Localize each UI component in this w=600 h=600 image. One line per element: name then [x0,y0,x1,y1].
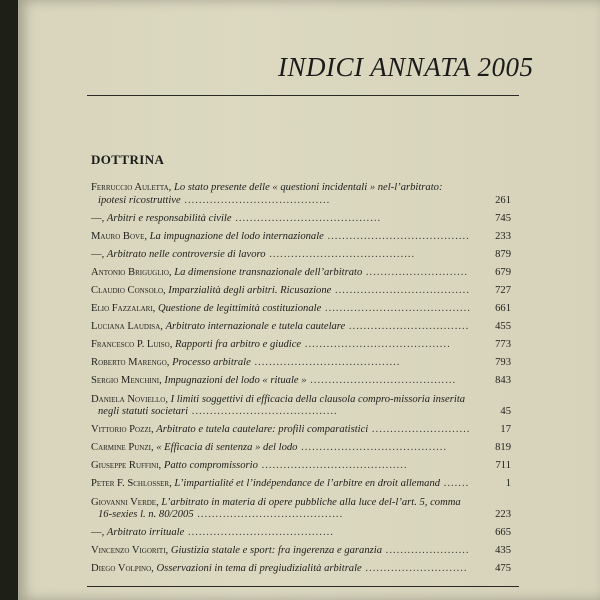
toc-entry [91,442,511,455]
entry-page-number: 455 [495,321,511,333]
entry-page-number: 233 [495,230,511,242]
entry-title: Patto compromissorio [163,460,258,472]
entry-separator: , [101,527,107,539]
entry-author: Francesco P. Luiso [91,339,170,351]
toc-entry-text [91,285,471,298]
dot-leader: ........................................ [184,527,334,539]
top-rule [87,95,519,96]
entry-page-number: 819 [495,442,511,454]
entry-page-number: 665 [495,527,511,539]
entry-author: Diego Volpino [91,563,152,575]
entry-title: Impugnazioni del lodo « rituale » [164,375,307,387]
entry-title: L’arbitrato in materia di opere pubbliche alla luce del-l’art. 5, comma 16-sexies l. n. 80/2005 [98,496,461,520]
dot-leader: ........................................ [188,406,338,418]
entry-title: Arbitrato nelle controversie di lavoro [106,248,266,260]
entry-title: La dimensione transnazionale dell’arbitrato [174,266,363,278]
entry-author: Elio Fazzalari [91,303,153,315]
entry-separator: , [168,182,174,193]
toc-entry [91,267,511,280]
entry-title: Rapporti fra arbitro e giudice [175,339,302,351]
entry-author: Daniela Noviello [91,393,166,405]
toc-entry-text [91,231,471,244]
entry-separator: , [165,545,171,557]
entry-page-number: 879 [495,248,511,260]
dot-leader: ............................ [362,266,469,278]
toc-entry-text [91,478,471,491]
toc-entry [91,231,511,244]
entry-author: Giovanni Verde [91,496,157,508]
entry-separator: , [156,496,162,508]
entry-page-number: 17 [500,424,511,436]
toc-entry-text [91,267,471,280]
toc-entry [91,497,511,522]
entry-title: Arbitrato e tutela cautelare: profili comparatistici [156,424,369,436]
toc-entry [91,249,511,262]
entry-separator: , [158,460,164,472]
entry-separator: , [169,339,175,351]
entry-author: Ferruccio Auletta [91,182,169,193]
toc-entry [91,563,511,576]
entry-title: Arbitrato irrituale [106,527,185,539]
dot-leader: ........................................ [265,248,416,260]
entry-title: Arbitri e responsabilità civile [106,212,232,224]
entry-title: Processo arbitrale [172,357,251,369]
entry-page-number: 793 [495,357,511,369]
section-heading: DOTTRINA [91,152,165,167]
entry-separator: , [150,442,157,454]
entry-author: Claudio Consolo [91,284,163,296]
entry-separator: , [101,248,107,260]
entry-page-number: 223 [495,509,511,520]
toc-entry [91,375,511,388]
toc-entry [91,213,511,226]
entry-author: Roberto Marengo [91,357,167,369]
toc-entry-text [91,249,471,262]
entry-separator: , [165,393,171,405]
dot-leader: ........................................ [306,375,457,387]
table-of-contents [91,182,511,576]
dot-leader: ........................................ [321,303,471,315]
toc-entry-text [91,321,471,334]
entry-title: Lo stato presente delle « questioni incidentali » nel-l’arbitrato: ipotesi ricostruttive [98,182,443,206]
entry-page-number: 727 [495,284,511,296]
entry-separator: , [169,478,175,490]
dot-leader: ....................................... [323,230,470,242]
entry-author: Giuseppe Ruffini [91,460,159,472]
toc-entry-text [91,545,471,558]
toc-entry-text [91,460,471,473]
entry-title: Osservazioni in tema di pregiudizialità arbitrale [156,563,362,575]
entry-author: — [91,212,102,224]
entry-separator: , [151,424,157,436]
entry-page-number: 435 [495,545,511,557]
toc-entry [91,478,511,491]
entry-title: Imparzialità degli arbitri. Ricusazione [168,284,332,296]
dot-leader: ........................................ [297,442,448,454]
entry-author: — [91,248,102,260]
dot-leader: ........................................ [231,212,382,224]
dot-leader: ....... [440,478,470,490]
book-page [18,0,600,600]
entry-title: Giustizia statale e sport: fra ingerenza e garanzia [170,545,383,557]
entry-separator: , [151,563,157,575]
toc-entry [91,303,511,316]
entry-title: L’impartialité et l’indépendance de l’arbitre en droit allemand [174,478,441,490]
entry-title: Questione de legittimità costituzionale [157,303,322,315]
toc-entry [91,424,511,437]
entry-page-number: 261 [495,194,511,206]
entry-author: Peter F. Schlosser [91,478,170,490]
toc-entry [91,339,511,352]
toc-entry [91,527,511,540]
toc-entry-text [91,357,471,370]
toc-entry [91,545,511,558]
toc-entry-text [91,424,471,437]
entry-author: Luciana Laudisa [91,321,161,333]
entry-separator: , [152,303,158,315]
entry-page-number: 45 [500,406,511,418]
toc-entry-text [91,497,471,522]
entry-separator: , [144,230,150,242]
toc-entry [91,394,511,419]
bottom-rule [87,586,519,587]
dot-leader: ............................ [361,563,468,575]
entry-author: Vincenzo Vigoriti [91,545,166,557]
entry-page-number: 475 [495,563,511,575]
toc-entry-text [91,394,471,419]
entry-author: Sergio Menchini [91,375,160,387]
toc-entry-text [91,527,471,540]
dot-leader: ........................................ [180,194,331,206]
entry-separator: , [168,266,175,278]
entry-title: « Efficacia di sentenza » del lodo [156,442,298,454]
toc-entry-text [91,442,471,455]
toc-entry-text [91,213,471,226]
entry-separator: , [101,212,107,224]
toc-entry-text [91,563,471,576]
entry-separator: , [163,284,169,296]
entry-page-number: 745 [495,212,511,224]
dot-leader: ....................... [382,545,470,557]
toc-entry [91,460,511,473]
dot-leader: ........................................ [250,357,401,369]
dot-leader: ........................................ [301,339,451,351]
entry-author: Carmine Punzi [91,442,151,454]
entry-separator: , [166,357,173,369]
entry-author: Antonio Briguglio [91,266,169,278]
toc-entry-text [91,303,471,316]
dot-leader: ..................................... [331,284,470,296]
entry-page-number: 679 [495,266,511,278]
entry-page-number: 843 [495,375,511,387]
entry-title: I limiti soggettivi di efficacia della clausola compro-missoria inserita negli statuti societari [98,393,466,418]
entry-author: — [91,527,102,539]
entry-author: Vittorio Pozzi [91,424,151,436]
entry-separator: , [159,375,165,387]
toc-entry-text [91,339,471,352]
entry-page-number: 661 [495,303,511,315]
entry-page-number: 1 [505,478,511,490]
toc-entry [91,182,511,207]
entry-separator: , [160,321,166,333]
entry-page-number: 711 [495,460,511,472]
dot-leader: ........................................ [193,509,344,520]
entry-title: Arbitrato internazionale e tutela cautelare [165,321,346,333]
toc-entry [91,285,511,298]
entry-author: Mauro Bove [91,230,145,242]
entry-page-number: 773 [495,339,511,351]
toc-entry-text [91,375,471,388]
toc-entry [91,357,511,370]
dot-leader: ........................................ [257,460,408,472]
dot-leader: ................................. [345,321,470,333]
entry-title: La impugnazione del lodo internazionale [149,230,324,242]
page-title: INDICI ANNATA 2005 [278,52,534,82]
toc-entry-text [91,182,471,207]
dot-leader: ........................... [368,424,471,436]
toc-entry [91,321,511,334]
